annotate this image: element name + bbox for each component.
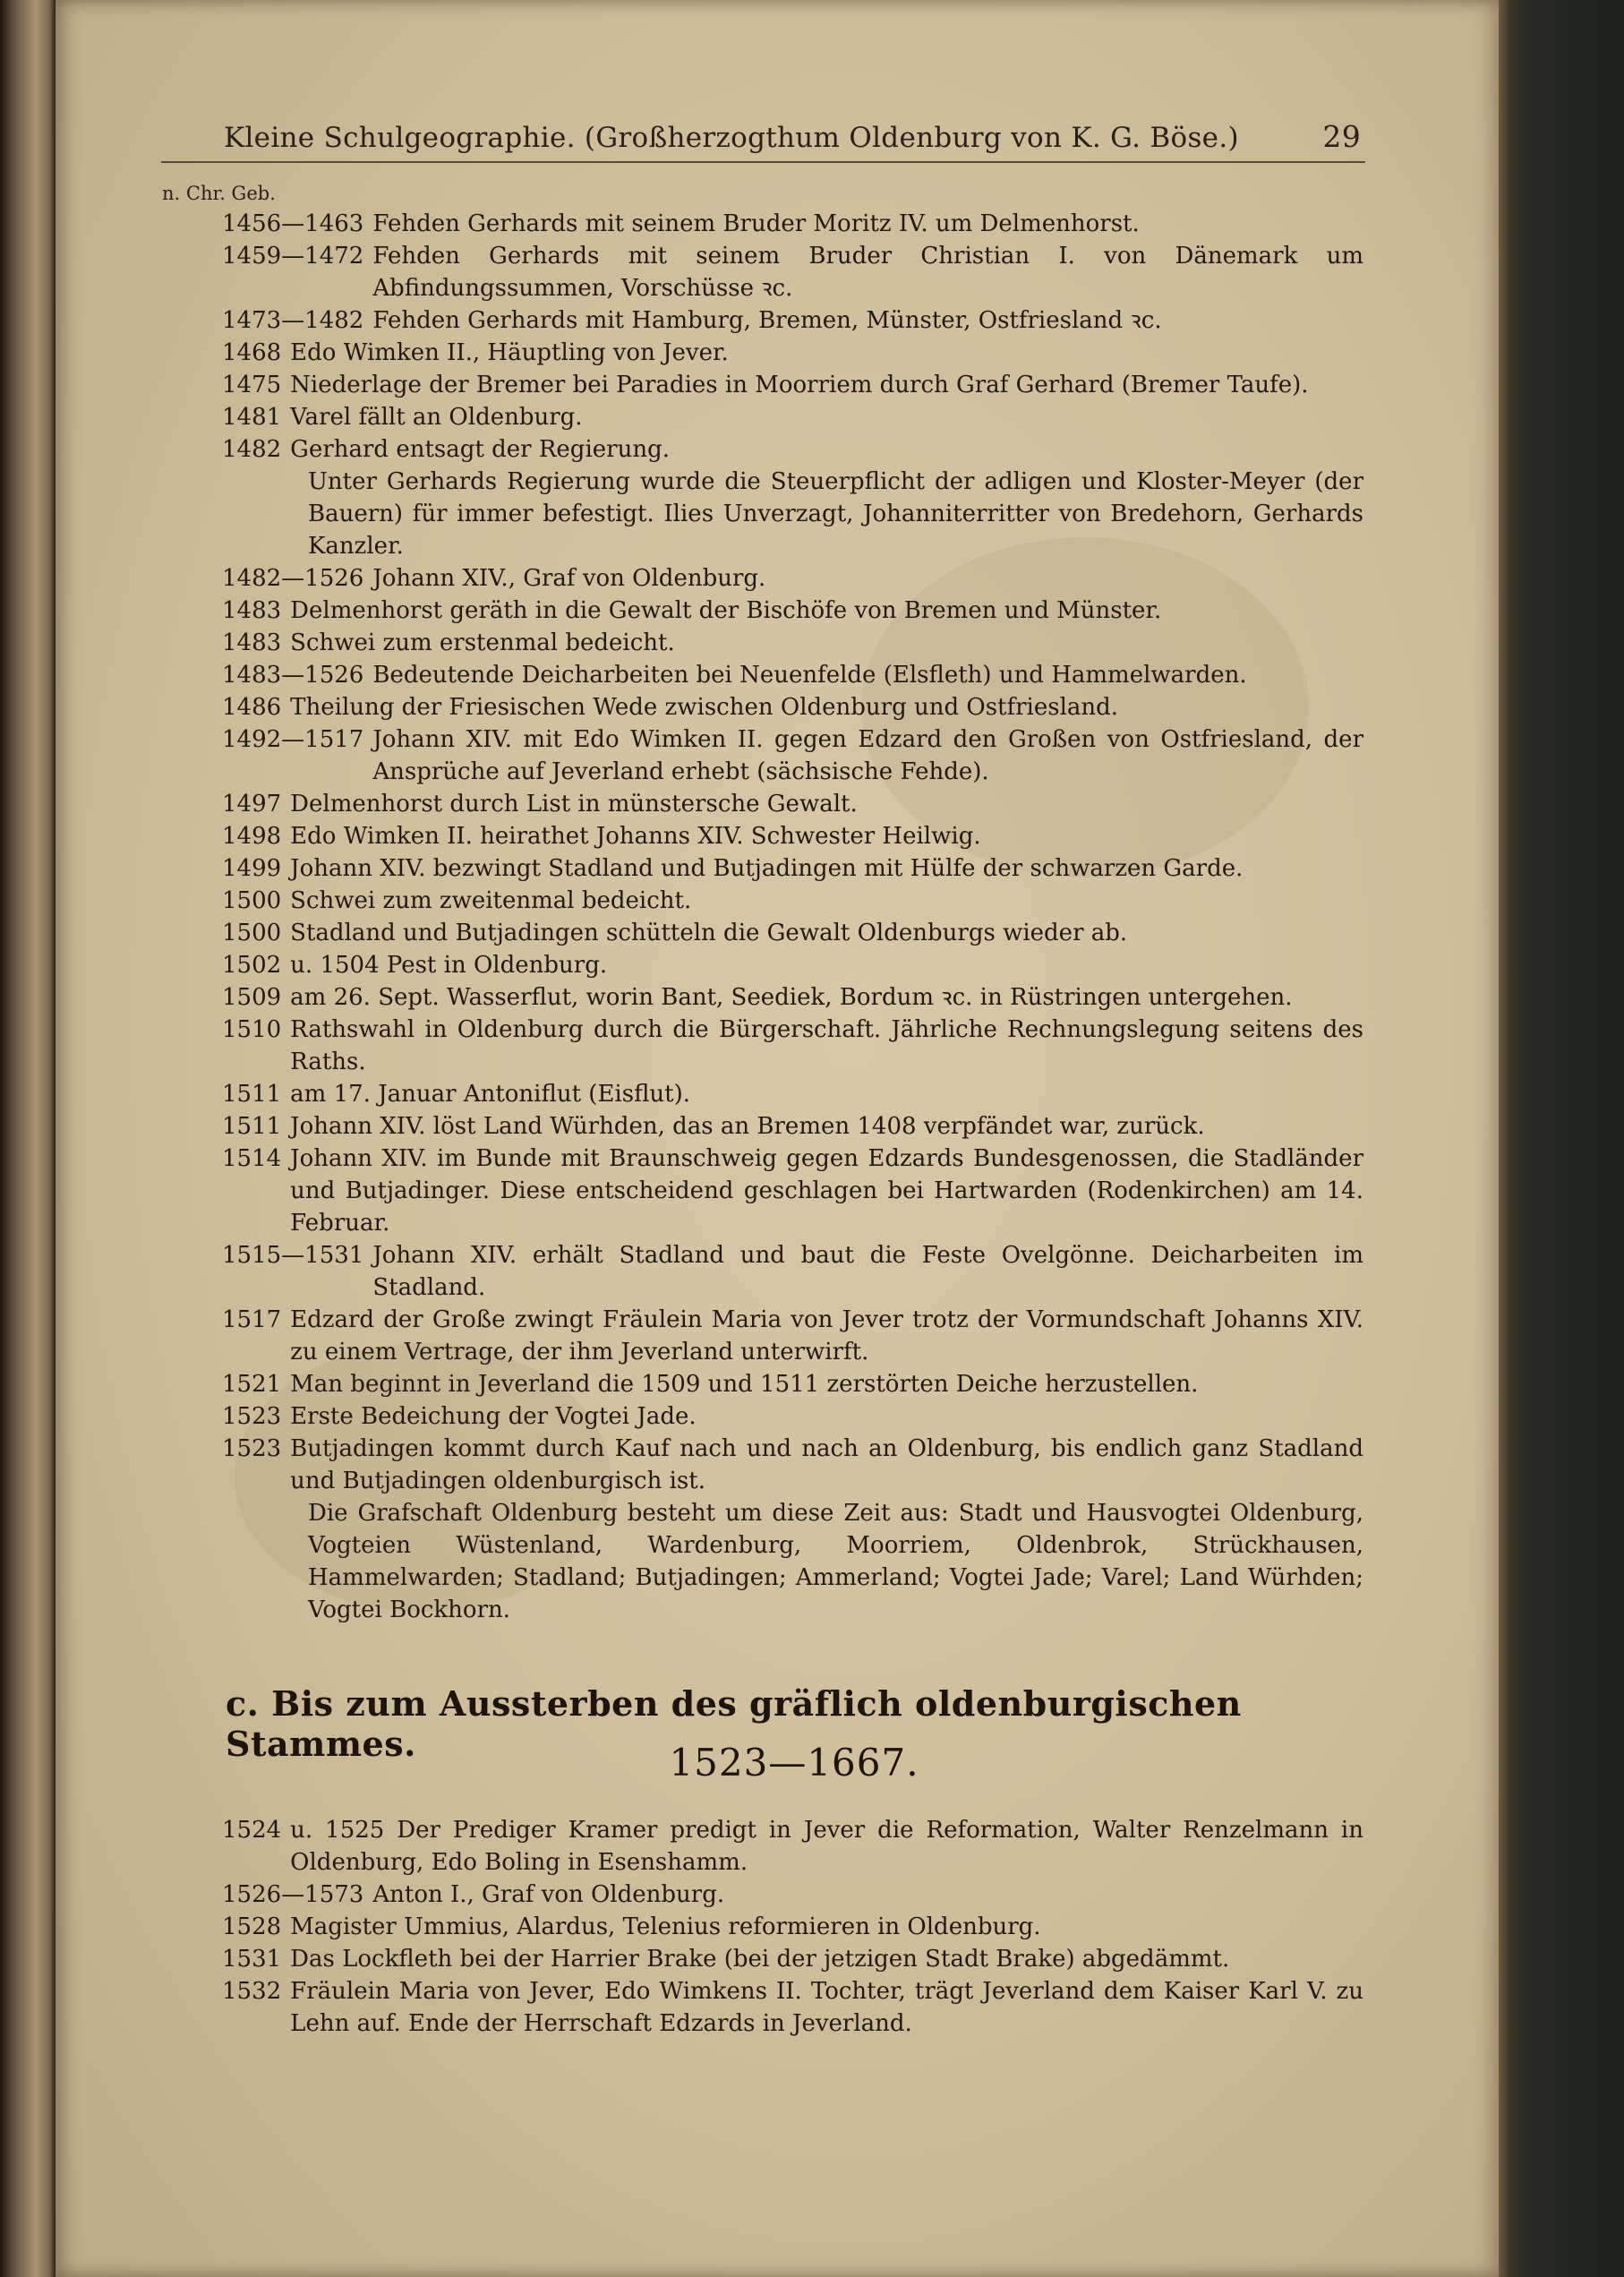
chronology-entry (222, 1078, 1363, 1110)
section-heading: c. Bis zum Aussterben des gräflich oldenburgischen Stammes. (226, 1683, 1242, 1764)
chronology-entry (222, 1879, 1363, 1911)
chronology-entry (222, 852, 1363, 885)
entry-date: 1526—1573 (222, 1881, 364, 1908)
entry-text: Anton I., Graf von Oldenburg. (372, 1881, 725, 1908)
entry-text: Edzard der Große zwingt Fräulein Maria von Jever trotz der Vormundschaft Johanns XIV. zu einem Vertrage, der ihm Jeverland unterwirft. (290, 1306, 1363, 1365)
header-rule (161, 161, 1365, 163)
entry-date: 1500 (222, 920, 282, 946)
entry-text: Gerhard entsagt der Regierung. (290, 436, 670, 463)
chronology-entry (222, 1400, 1363, 1433)
entry-date: 1486 (222, 694, 282, 721)
entry-text: Johann XIV. löst Land Würhden, das an Bremen 1408 verpfändet war, zurück. (290, 1113, 1205, 1140)
entry-text: Johann XIV. mit Edo Wimken II. gegen Edzard den Großen von Ostfriesland, der Ansprüche auf Jeverland erhebt (sächsische Fehde). (372, 726, 1363, 785)
entry-text: Delmenhorst geräth in die Gewalt der Bischöfe von Bremen und Münster. (290, 597, 1162, 624)
entry-text: Edo Wimken II., Häuptling von Jever. (290, 339, 729, 366)
chronology-entry (222, 1239, 1363, 1304)
entry-text: Johann XIV. bezwingt Stadland und Butjadingen mit Hülfe der schwarzen Garde. (290, 855, 1244, 882)
chronology-list (222, 208, 1363, 1626)
entry-date: 1524 (222, 1817, 282, 1844)
entry-date: 1532 (222, 1978, 282, 2005)
entry-text: Fehden Gerhards mit Hamburg, Bremen, Münster, Ostfriesland ꝛc. (372, 307, 1162, 334)
chronology-entry (222, 1497, 1363, 1626)
entry-text: Edo Wimken II. heirathet Johanns XIV. Schwester Heilwig. (290, 823, 981, 850)
entry-text: Schwei zum erstenmal bedeicht. (290, 629, 675, 656)
chronology-entry (222, 1943, 1363, 1975)
chronology-entry (222, 659, 1363, 691)
chronology-entry (222, 627, 1363, 659)
entry-text: Fehden Gerhards mit seinem Bruder Christian I. von Dänemark um Abfindungssummen, Vorschüsse ꝛc. (372, 243, 1363, 302)
chronology-entry (222, 466, 1363, 562)
chronology-entry (222, 1911, 1363, 1943)
chronology-entry (222, 981, 1363, 1014)
entry-date: 1514 (222, 1145, 282, 1172)
header-title: Kleine Schulgeographie. (Großherzogthum Oldenburg von K. G. Böse.) (224, 122, 1239, 154)
entry-date: 1483—1526 (222, 662, 364, 689)
entry-date: 1523 (222, 1435, 282, 1462)
chronology-entry (222, 1304, 1363, 1368)
entry-date: 1509 (222, 984, 282, 1011)
entry-date: 1473—1482 (222, 307, 364, 334)
entry-date: 1492—1517 (222, 726, 364, 753)
chronology-entry (222, 1143, 1363, 1239)
entry-date: 1498 (222, 823, 282, 850)
entry-date: 1528 (222, 1913, 282, 1940)
entry-date: 1499 (222, 855, 282, 882)
chronology-entry (222, 208, 1363, 240)
entry-text: Fräulein Maria von Jever, Edo Wimkens II. Tochter, trägt Jeverland dem Kaiser Karl V. zu Lehn auf. Ende der Herrschaft Edzards in Jeverland. (290, 1978, 1363, 2037)
entry-text: Unter Gerhards Regierung wurde die Steuerpflicht der adligen und Kloster-Meyer (der Bauern) für immer befestigt. Ilies Unverzagt, Johanniterritter von Bredehorn, Gerhards Kanzler. (308, 468, 1363, 560)
entry-text: am 26. Sept. Wasserflut, worin Bant, Seediek, Bordum ꝛc. in Rüstringen untergehen. (290, 984, 1293, 1011)
entry-date: 1459—1472 (222, 243, 364, 270)
entry-text: u. 1504 Pest in Oldenburg. (290, 952, 608, 979)
chronology-entry (222, 595, 1363, 627)
chronology-entry (222, 1975, 1363, 2040)
entry-text: Niederlage der Bremer bei Paradies in Moorriem durch Graf Gerhard (Bremer Taufe). (290, 372, 1309, 398)
chronology-entry (222, 820, 1363, 852)
chronology-entry (222, 401, 1363, 433)
chronology-entry (222, 885, 1363, 917)
chronology-entry (222, 949, 1363, 981)
entry-date: 1531 (222, 1946, 282, 1973)
entry-date: 1510 (222, 1016, 282, 1043)
chronology-entry (222, 1814, 1363, 1879)
entry-text: Fehden Gerhards mit seinem Bruder Moritz IV. um Delmenhorst. (372, 210, 1140, 237)
entry-date: 1482 (222, 436, 282, 463)
entry-text: u. 1525 Der Prediger Kramer predigt in Jever die Reformation, Walter Renzelmann in Oldenburg, Edo Boling in Esenshamm. (290, 1817, 1363, 1876)
chronology-entry (222, 691, 1363, 723)
entry-text: Bedeutende Deicharbeiten bei Neuenfelde (Elsfleth) und Hammelwarden. (372, 662, 1247, 689)
entry-date: 1511 (222, 1113, 282, 1140)
entry-date: 1515—1531 (222, 1242, 364, 1269)
chronology-entry (222, 723, 1363, 788)
entry-date: 1483 (222, 597, 282, 624)
chronology-entry (222, 337, 1363, 369)
chronology-entry (222, 788, 1363, 820)
entry-text: Stadland und Butjadingen schütteln die Gewalt Oldenburgs wieder ab. (290, 920, 1128, 946)
entry-text: Man beginnt in Jeverland die 1509 und 1511 zerstörten Deiche herzustellen. (290, 1371, 1199, 1398)
entry-text: Erste Bedeichung der Vogtei Jade. (290, 1403, 697, 1430)
entry-text: Das Lockfleth bei der Harrier Brake (bei der jetzigen Stadt Brake) abgedämmt. (290, 1946, 1230, 1973)
entry-date: 1500 (222, 887, 282, 914)
book-cover-edge (1499, 0, 1624, 2277)
running-header (224, 109, 1361, 154)
entry-text: Varel fällt an Oldenburg. (290, 404, 583, 431)
entry-text: Magister Ummius, Alardus, Telenius reformieren in Oldenburg. (290, 1913, 1041, 1940)
entry-date: 1468 (222, 339, 282, 366)
chronology-entry (222, 240, 1363, 304)
entry-text: Butjadingen kommt durch Kauf nach und nach an Oldenburg, bis endlich ganz Stadland und Butjadingen oldenburgisch ist. (290, 1435, 1363, 1494)
entry-text: Delmenhorst durch List in münstersche Gewalt. (290, 791, 858, 817)
chronology-entry (222, 1110, 1363, 1143)
left-page-edge (0, 0, 56, 2277)
chronology-list-2 (222, 1814, 1363, 2040)
chronology-entry (222, 562, 1363, 595)
chronology-entry (222, 369, 1363, 401)
entry-text: Schwei zum zweitenmal bedeicht. (290, 887, 692, 914)
chronology-entry (222, 1433, 1363, 1497)
entry-date: 1483 (222, 629, 282, 656)
entry-text: Die Grafschaft Oldenburg besteht um diese Zeit aus: Stadt und Hausvogtei Oldenburg, Vogteien Wüstenland, Wardenburg, Moorriem, Oldenbrok, Strückhausen, Hammelwarden; Stadland; Butjadingen; Ammerland; Vogtei Jade; Varel; Land Würhden; Vogtei Bockhorn. (308, 1500, 1363, 1623)
chronology-entry (222, 1014, 1363, 1078)
page-number: 29 (1322, 119, 1361, 154)
chronology-entry (222, 433, 1363, 466)
chronology-entry (222, 304, 1363, 337)
entry-date: 1475 (222, 372, 282, 398)
entry-text: Johann XIV. erhält Stadland und baut die Feste Ovelgönne. Deicharbeiten im Stadland. (372, 1242, 1363, 1301)
entry-text: am 17. Januar Antoniflut (Eisflut). (290, 1081, 691, 1108)
entry-date: 1517 (222, 1306, 282, 1333)
chronology-entry (222, 1368, 1363, 1400)
entry-date: 1456—1463 (222, 210, 364, 237)
entry-date: 1521 (222, 1371, 282, 1398)
chronology-entry (222, 917, 1363, 949)
entry-date: 1482—1526 (222, 565, 364, 592)
era-label: n. Chr. Geb. (162, 183, 276, 204)
entry-date: 1481 (222, 404, 282, 431)
entry-date: 1511 (222, 1081, 282, 1108)
entry-text: Johann XIV. im Bunde mit Braunschweig gegen Edzards Bundesgenossen, die Stadländer und Butjadinger. Diese entscheidend geschlagen bei Hartwarden (Rodenkirchen) am 14. Februar. (290, 1145, 1363, 1237)
entry-date: 1497 (222, 791, 282, 817)
entry-text: Johann XIV., Graf von Oldenburg. (372, 565, 766, 592)
entry-text: Rathswahl in Oldenburg durch die Bürgerschaft. Jährliche Rechnungslegung seitens des Raths. (290, 1016, 1363, 1075)
entry-date: 1502 (222, 952, 282, 979)
entry-text: Theilung der Friesischen Wede zwischen Oldenburg und Ostfriesland. (290, 694, 1119, 721)
entry-date: 1523 (222, 1403, 282, 1430)
section-years: 1523—1667. (669, 1741, 919, 1785)
